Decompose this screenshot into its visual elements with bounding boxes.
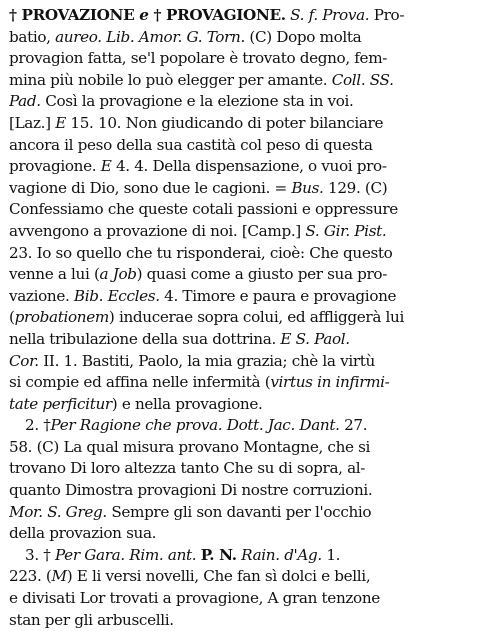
text-segment: venne a lui ( (9, 265, 100, 284)
entry-line (9, 329, 475, 351)
text-segment: Rain. d'Ag. (241, 545, 322, 564)
text-segment: della provazion sua. (9, 524, 157, 543)
text-segment: S. f. Prova. (285, 6, 370, 24)
text-segment: Così la provagione e la elezione sta in voi. (40, 92, 354, 111)
text-segment: Confessiamo che queste cotali passioni e oppressure (9, 200, 398, 219)
text-segment: 4. Timore e paura e provagione (159, 286, 397, 305)
entry-line (9, 588, 475, 610)
entry-line (9, 48, 475, 70)
entry-line (9, 178, 475, 200)
text-segment: trovano Di loro altezza tanto Che su di sopra, al- (9, 459, 366, 478)
text-segment: virtus in infirmi- (270, 373, 390, 392)
text-segment: quanto Dimostra provagioni Di nostre corruzioni. (9, 481, 373, 500)
entry-line (9, 458, 475, 480)
entry-line (9, 545, 475, 567)
entry-line (9, 394, 475, 416)
text-segment: Pad. (9, 92, 41, 111)
text-segment: 58. (C) La qual misura provano Montagne, che si (9, 437, 371, 456)
text-segment: provagione. (9, 157, 101, 176)
entry-line (9, 415, 475, 437)
text-segment: 2. † (25, 416, 51, 435)
text-segment: si compie ed affina nelle infermità ( (9, 373, 271, 392)
entry-line (9, 351, 475, 373)
text-segment: nella tribulazione della sua dottrina. (9, 329, 281, 348)
entry-line (9, 156, 475, 178)
entry-line (9, 264, 475, 286)
text-segment: E (100, 157, 112, 176)
text-segment: [Laz.] (9, 113, 56, 132)
text-segment: tate perficitur (9, 394, 112, 413)
entry-line (9, 221, 475, 243)
entry-line (9, 502, 475, 524)
text-segment: batio, (9, 27, 56, 46)
entry-line (9, 135, 475, 157)
text-segment: e divisati Lor trovati a provagione, A gran tenzone (9, 589, 380, 608)
entry-line (9, 610, 475, 631)
text-segment: Mor. S. Greg. (9, 502, 107, 521)
text-segment: Pro- (369, 6, 405, 24)
text-segment: aureo. (55, 27, 102, 46)
text-segment: P. N. (200, 545, 237, 564)
text-segment: vazione. (9, 286, 74, 305)
entry-line (9, 27, 475, 49)
text-segment: provagion fatta, se'l popolare è trovato degno, fem- (9, 49, 388, 68)
text-segment: 4. 4. Della dispensazione, o vuoi pro- (111, 157, 387, 176)
text-segment: Bus. (291, 178, 324, 197)
text-segment: Lib. Amor. G. Torn. (106, 27, 245, 46)
text-segment: Bib. Eccles. (73, 286, 160, 305)
text-segment: ( (9, 308, 15, 327)
text-segment: avvengono a provazione di noi. [Camp.] (9, 221, 306, 240)
entry-line (9, 480, 475, 502)
entry-line (9, 523, 475, 545)
text-segment: 27. (339, 416, 368, 435)
text-segment: † (9, 6, 22, 24)
text-segment: PROVAZIONE (21, 6, 135, 24)
text-segment: 1. (321, 545, 341, 564)
text-segment: ) E li versi novelli, Che fan sì dolci e belli, (66, 567, 371, 586)
text-segment: ) quasi come a giusto per sua pro- (136, 265, 388, 284)
entry-line (9, 243, 475, 265)
text-segment: ancora il peso della sua castità col peso di questa (9, 135, 373, 154)
text-segment: Dott. Jac. Dant. (226, 416, 340, 435)
text-segment: mina più nobile lo può elegger per amante. (9, 70, 332, 89)
text-segment: S. Gir. Pist. (305, 221, 387, 240)
text-segment: 23. Io so quello che tu risponderai, cioè: Che questo (9, 243, 393, 262)
text-segment: Coll. SS. (331, 70, 394, 89)
text-segment: . 1. Bastiti, Paolo, la mia grazia; chè la virtù (54, 351, 375, 370)
text-segment: ) inducerae sopra colui, ed affliggerà lui (108, 308, 404, 327)
text-segment: 129. (C) (323, 178, 388, 197)
entry-line (9, 307, 475, 329)
text-segment: Cor. (9, 351, 39, 370)
entry-line (9, 199, 475, 221)
text-segment: (C) Dopo molta (244, 27, 362, 46)
text-segment: stan per gli arbuscelli. (9, 610, 174, 629)
entry-line (9, 286, 475, 308)
text-segment: E S. Paol. (280, 329, 350, 348)
text-segment: E (55, 113, 66, 132)
text-segment: probationem (14, 308, 109, 327)
text-segment: Per Gara. (55, 545, 125, 564)
entry-line (9, 566, 475, 588)
text-segment: † PROVAGIONE. (153, 6, 286, 24)
entry-line (9, 70, 475, 92)
entry-line (9, 113, 475, 135)
text-segment: 3. † (25, 545, 55, 564)
text-segment: vagione di Dio, sono due le cagioni. = (9, 178, 292, 197)
text-segment: M (51, 567, 67, 586)
text-segment: II (43, 351, 55, 370)
text-segment: Per Ragione che prova. (50, 416, 223, 435)
text-segment: 15. 10. Non giudicando di poter bilanciare (65, 113, 384, 132)
text-segment: Rim. ant. (129, 545, 197, 564)
entry-line (9, 372, 475, 394)
text-segment: a Job (99, 265, 137, 284)
entry-line (9, 5, 475, 27)
text-segment: Sempre gli son davanti per l'occhio (106, 502, 372, 521)
text-segment: 223. ( (9, 567, 52, 586)
text-segment: e (134, 6, 154, 24)
entry-line (9, 437, 475, 459)
entry-line (9, 91, 475, 113)
text-segment: ) e nella provagione. (111, 394, 263, 413)
